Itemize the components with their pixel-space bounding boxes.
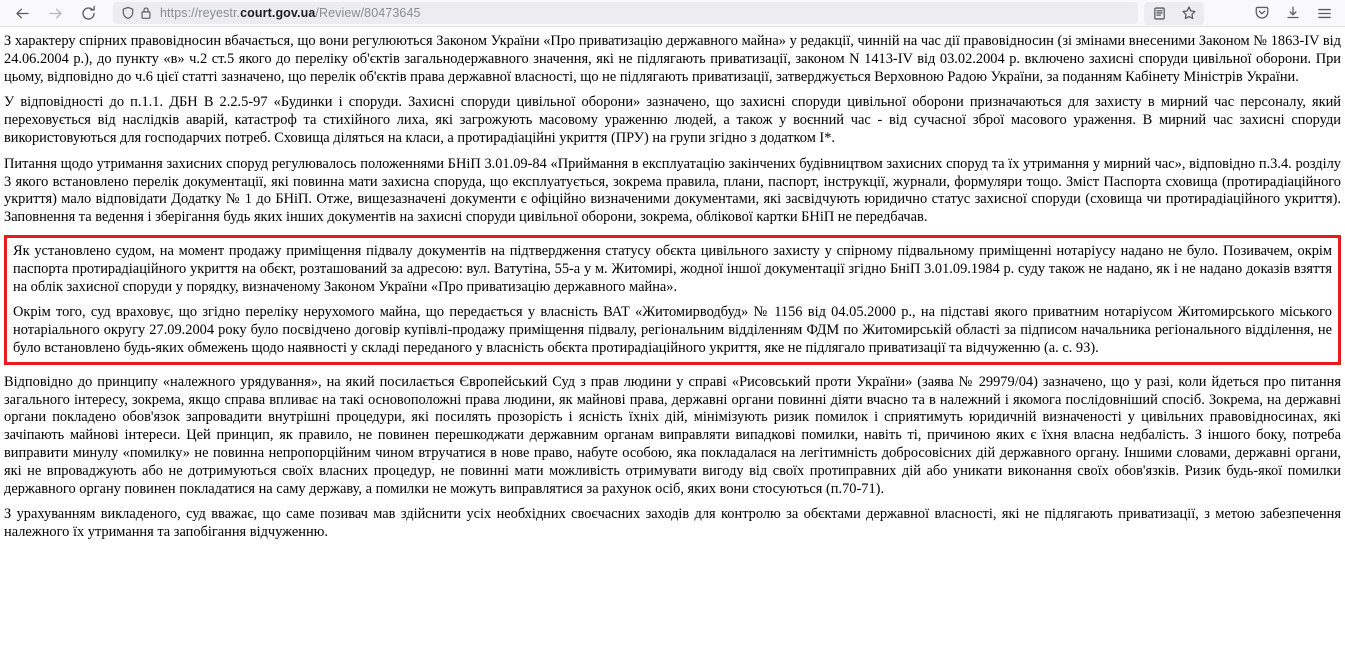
lock-icon[interactable] xyxy=(140,6,152,20)
reader-view-button[interactable] xyxy=(1144,2,1174,25)
url-host: court.gov.ua xyxy=(240,6,316,20)
back-button[interactable] xyxy=(7,2,37,25)
forward-arrow-icon xyxy=(47,5,64,22)
reload-icon xyxy=(80,5,97,22)
address-bar[interactable] xyxy=(113,2,1138,24)
downloads-button[interactable] xyxy=(1278,2,1308,25)
pocket-icon xyxy=(1254,5,1270,21)
browser-toolbar xyxy=(0,0,1345,27)
application-menu-button[interactable] xyxy=(1309,2,1339,25)
paragraph: З урахуванням викладеного, суд вважає, що саме позивач мав здійснити усіх необхідних своєчасних заходів для контролю за обєктами державної власності, які не підлягають приватизації, з метою забезпечення належного їх утримання та запобігання відчуженню. xyxy=(4,506,1341,541)
highlighted-section xyxy=(4,235,1341,365)
paragraph: З характеру спірних правовідносин вбачається, що вони регулюються Законом України «Про приватизацію державного майна» у редакції, чинній на час дії правовідносин (зі змінами внесеними Законом № 1863-IV від 24.06.2004 р.), до пункту «в» ч.2 ст.5 якого до переліку об'єктів загальнодержавного значення, які не підлягають приватизації, законом N 1413-IV від 03.02.2004 р. включено захисні споруди цивільної оборони. При цьому, відповідно до ч.6 цієї статті зазначено, що перелік об'єктів права державної власності, що не підлягають приватизації, затверджується Верховною Радою України, за поданням Кабінету Міністрів України. xyxy=(4,33,1341,85)
reload-button[interactable] xyxy=(73,2,103,25)
urlbar-actions-group xyxy=(1144,2,1204,25)
back-arrow-icon xyxy=(14,5,31,22)
url-subdomain: reyestr. xyxy=(198,6,241,20)
shield-icon[interactable] xyxy=(121,6,135,20)
court-decision-document xyxy=(0,27,1345,542)
highlighted-paragraph: Як установлено судом, на момент продажу приміщення підвалу документів на підтвердження статусу обєкта цивільного захисту у спірному підвальному приміщенні нотаріусу надано не було. Позивачем, окрім паспорта протирадіаційного укриття на обєкт, розташований за адресою: вул. Ватутіна, 55-а у м. Житомирі, жодної іншої документації згідно БніП 3.01.09.1984 р. суду також не надано, як і не надано доказів взяття на облік захисної споруди у порядку, визначеному Законом України «Про приватизацію державного майна». xyxy=(13,242,1332,295)
forward-button[interactable] xyxy=(40,2,70,25)
paragraph: Питання щодо утримання захисних споруд регулювалось положеннями БНіП 3.01.09-84 «Приймання в експлуатацію закінчених будівництвом захисних споруд та їх утримання у мирний час», відповідно п.3.4. розділу 3 якого встановлено перелік документації, які повинна мати захисна споруда, що експлуатується, зокрема правила, плани, паспорт, інструкції, журнали, формуляри тощо. Зміст Паспорта сховища (протирадіаційного укриття) мало відповідати Додатку № 1 до БНіП. Отже, вищезазначені документи є офіційно визначеними документами, які засвідчують юридично статус захисної споруди (сховища чи протирадіаційного укриття). Заповнення та ведення і зберігання будь яких інших документів на захисні споруди цивільної оборони, зокрема, облікової картки БНіП не передбачав. xyxy=(4,155,1341,226)
hamburger-menu-icon xyxy=(1316,5,1333,22)
navigation-buttons xyxy=(0,2,103,25)
page-content xyxy=(0,27,1345,669)
toolbar-right-icons xyxy=(1144,2,1345,25)
star-icon xyxy=(1181,5,1197,21)
paragraph: У відповідності до п.1.1. ДБН В 2.2.5-97 «Будинки і споруди. Захисні споруди цивільної оборони» зазначено, що захисні споруди цивільної оборони призначаються для захисту в мирний час персоналу, який переховується від наслідків аварій, катастроф та стихійного лиха, які загрожують масовому ураженню людей, а також у воєнний час - від сучасної зброї масового ураження. В мирний час захисні споруди використовуються для господарчих потреб. Сховища діляться на класи, а протирадіаційні укриття (ПРУ) на групи згідно з додатком I*. xyxy=(4,94,1341,146)
paragraph: Відповідно до принципу «належного урядування», на який посилається Європейський Суд з прав людини у справі «Рисовський проти України» (заява № 29979/04) зазначено, що у разі, коли йдеться про питання загального інтересу, зокрема, якщо справа впливає на такі основоположні права людини, як майнові права, державні органи повинні діяти вчасно та в належний і якомога послідовніший спосіб. Зокрема, на державні органи покладено обов'язок запровадити внутрішні процедури, які посилять прозорість і ясність їхніх дій, мінімізують ризик помилок і сприятимуть юридичній визначеності у цивільних правовідносинах, які зачіпають майнові інтереси. Цей принцип, як правило, не повинен перешкоджати державним органам виправляти випадкові помилки, навіть ті, причиною яких є їхня власна недбалість. З іншого боку, потреба виправити минулу «помилку» не повинна непропорційним чином втручатися в нове право, набуте особою, яка покладалася на легітимність добросовісних дій державного органу. Іншими словами, державні органи, які не впроваджують або не дотримуються своїх власних процедур, не повинні мати можливість отримувати вигоду від своїх протиправних дій або уникати виконання своїх обов'язків. Ризик будь-якої помилки державного органу повинен покладатися на саму державу, а помилки не можуть виправлятися за рахунок осіб, яких вони стосуються (п.70-71). xyxy=(4,373,1341,497)
reader-view-icon xyxy=(1152,6,1167,21)
pocket-button[interactable] xyxy=(1247,2,1277,25)
url-path: /Review/80473645 xyxy=(315,6,421,20)
url-text xyxy=(160,6,421,20)
highlighted-paragraph: Окрім того, суд враховує, що згідно переліку нерухомого майна, що передається у власність ВАТ «Житомирводбуд» № 1156 від 04.05.2000 р., на підставі якого приватним нотаріусом Житомирського міського нотаріального округу 27.09.2004 року було посвідчено договір купівлі-продажу приміщення підвалу, регіональним відділенням ФДМ по Житомирській області за підписом начальника регіонального відділення, не було встановлено будь-яких обмежень щодо наявності у складі переданого у власність обєкта протирадіаційного укриття, яке не підлягало приватизації та відчуженню (а. с. 93). xyxy=(13,304,1332,356)
bookmark-button[interactable] xyxy=(1174,2,1204,25)
download-icon xyxy=(1285,5,1301,21)
url-scheme: https:// xyxy=(160,6,199,20)
